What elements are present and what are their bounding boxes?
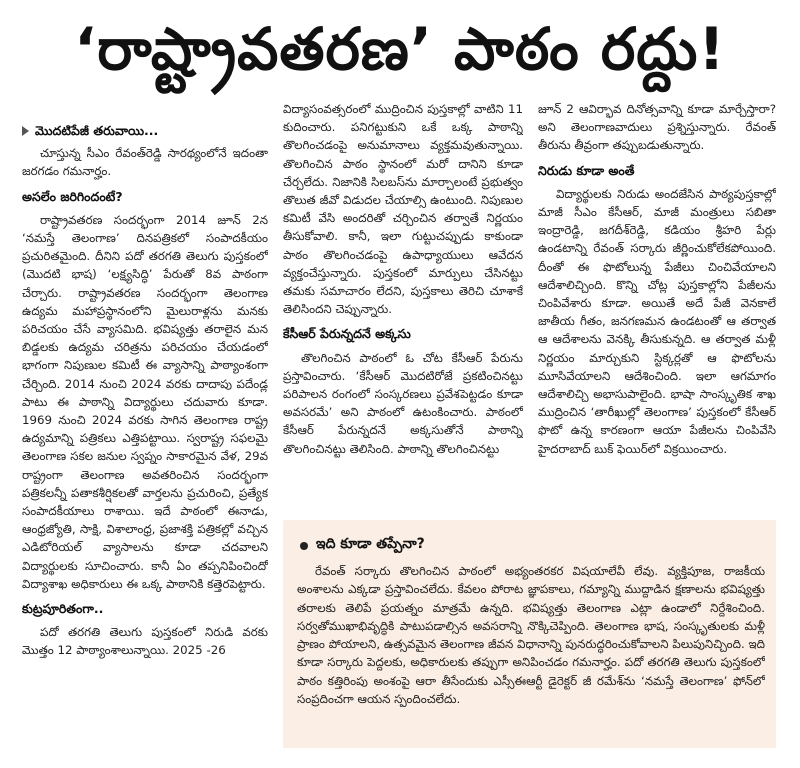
box-title-text: ఇది కూడా తప్పేనా? — [316, 536, 425, 552]
column-1 — [22, 122, 268, 762]
paragraph: విద్యార్థులకు నిరుడు అందజేసిన పాఠ్యపుస్తకాల్లో మాజీ సీఎం కేసీఆర్‌, మాజీ మంత్రులు సబితా ఇంద్రారెడ్డి, జగదీశ్‌రెడ్డి, కడియం శ్రీహరి పేర్లు ఉండటాన్ని రేవంత్‌ సర్కారు జీర్ణించుకోలేకపోయింది. దీంతో ఈ ఫొటోలున్న పేజీలు చించివేయాలని ఆదేశాలిచ్చింది. కొన్ని చోట్ల పుస్తకాల్లోని పేజీలను చింపివేశారు కూడా. అయితే అదే పేజీ వెనకాలే జాతీయ గీతం, జనగణమన ఉండటంతో ఆ తర్వాత ఆ ఆదేశాలను వెనక్కి తీసుకున్నది. ఆ తర్వాత మళ్లీ నిర్ణయం మార్చుకుని స్టిక్కర్లతో ఆ ఫొటోలను మూసివేయాలని ఆదేశించింది. ఇలా ఆగమాగం ఆదేశాలిచ్చి అభాసుపాలైంది. భాషా సాంస్కృతిక శాఖ ముద్రించిన ‘తారీఖుల్లో తెలంగాణ’ పుస్తకంలో కేసీఆర్‌ ఫొటో ఉన్న కారణంగా ఆయా పేజీలను చింపివేసి హైదరాబాద్‌ బుక్‌ ఫెయిర్‌లో విక్రయించారు. — [538, 186, 776, 456]
crumb-label: మొదటిపేజీ తరువాయి... — [35, 123, 159, 138]
continued-from-front-page[interactable] — [22, 122, 268, 140]
subheading-last-year-too: నిరుడు కూడా అంతే — [538, 162, 635, 178]
box-body — [297, 562, 765, 748]
paragraph: రాష్ట్రావతరణ సందర్భంగా 2014 జూన్‌ 2న ‘నమస్తే తెలంగాణ’ దినపత్రికలో సంపాదకీయం ప్రచురితమైంది. దీనిని పదో తరగతి తెలుగు పుస్తకంలో (మొదటి భాష) ‘లక్ష్యసిద్ధి’ పేరుతో 8వ పాఠంగా చేర్చారు. రాష్ట్రావతరణ సందర్భంగా తెలంగాణ ఉద్యమ మహాప్రస్థానంలోని మైలురాళ్లను మనకు పరిచయం చేసే వ్యాసమిది. భవిష్యత్తు తరాలైన మన బిడ్డలకు ఉద్యమ చరిత్రను పరిచయం చేయడంలో భాగంగా నిపుణుల కమిటీ ఈ వ్యాసాన్ని పాఠ్యాంశంగా చేర్చింది. 2014 నుంచి 2024 వరకు దాదాపు పదేండ్ల పాటు ఈ పాఠాన్ని విద్యార్థులు చదువారు కూడా. 1969 నుంచి 2024 వరకు సాగిన తెలంగాణ రాష్ట్ర ఉద్యమాన్ని పత్రికలు ఎత్తిపట్టాయి. స్వరాష్ట్ర సఫలమై తెలంగాణ సకల జనుల స్వప్నం సాకారమైన వేళ, 29వ రాష్ట్రంగా తెలంగాణ అవతరించిన సందర్భంగా పత్రికలన్నీ పతాకశీర్షికలతో వార్తలను ప్రచురించి, ప్రత్యేక సంపాదకీయాలు రాశాయి. ఇదే పాఠంలో ఈనాడు, ఆంధ్రజ్యోతి, సాక్షి, విశాలాంధ్ర, ప్రజాశక్తి పత్రికల్లో వచ్చిన ఎడిటోరియల్‌ వ్యాసాలను కూడా చదవాలని విద్యార్థులకు సూచించారు. కానీ ఏం తప్పనిపించిందో విద్యాశాఖ అధికారులు ఈ ఒక్క పాఠానికి కత్తెరపెట్టారు. — [22, 212, 268, 591]
paragraph: రేవంత్‌ సర్కారు తొలగించిన పాఠంలో అభ్యంతరకర విషయాలేవీ లేవు. వ్యక్తిపూజ, రాజకీయ అంశాలను ఎక్కడా ప్రస్తావించలేదు. కేవలం పోరాట జ్ఞాపకాలు, గమ్యాన్ని ముద్దాడిన క్షణాలను భవిష్యత్తు తరాలకు తెలిపే ప్రయత్నం మాత్రమే ఉన్నది. భవిష్యత్తు తెలంగాణ ఎట్లా ఉండాలో నిర్దేశించింది. సర్వతోముఖాభివృద్ధికి పాటుపడాల్సిన అవసరాన్ని నొక్కిచెప్పింది. తెలంగాణ భాష, సంస్కృతులకు మళ్లీ ప్రాణం పోయాలని, ఉత్సవమైన తెలంగాణ జీవన విధానాన్ని పునరుద్ధరించుకోవాలని పిలుపునిచ్చింది. ఇది కూడా సర్కారు పెద్దలకు, అధికారులకు తప్పుగా అనిపించడం గమనార్హం. పదో తరగతి తెలుగు పుస్తకంలో పాఠం కత్తిరింపు అంశంపై ఆరా తీసేందుకు ఎస్సీఈఆర్టీ డైరెక్టర్‌ జీ రమేశ్‌ను ‘నమస్తే తెలంగాణ’ ఫోన్‌లో సంప్రదించగా ఆయన స్పందించలేదు. — [297, 564, 765, 707]
box-title — [300, 536, 425, 555]
paragraph: తొలగించిన పాఠంలో ఓ చోట కేసీఆర్‌ పేరును ప్రస్తావించారు. ‘కేసీఆర్‌ మొదటిరోజే ప్రకటించినట్టు పరిపాలన రంగంలో సంస్కరణలు ప్రవేశపెట్టడం కూడా అవసరమే’ అని పాఠంలో ఉటంకించారు. పాఠంలో కేసీఆర్‌ పేరున్నదనే అక్కసుతోనే పాఠాన్ని తొలగించినట్టు తెలిసింది. పాఠాన్ని తొలగించినట్టు — [283, 350, 523, 456]
bullet-icon — [300, 542, 308, 550]
paragraph: జూన్‌ 2 ఆవిర్భావ దినోత్సవాన్ని కూడా మార్చేస్తారా? అని తెలంగాణవాదులు ప్రశ్నిస్తున్నారు. రేవంత్‌ తీరును తీవ్రంగా తప్పుబడుతున్నారు. — [538, 102, 776, 153]
subheading-what-happened: అసలేం జరిగిందంటే? — [22, 188, 123, 204]
intro-paragraph: చూస్తున్న సీఎం రేవంత్‌రెడ్డి సారథ్యంలోనే ఇదంతా జరగడం గమనార్హం. — [22, 146, 268, 179]
column-2 — [283, 100, 523, 514]
subheading-conspiracy: కుట్రపూరితంగా.. — [22, 601, 104, 617]
column-3 — [538, 100, 776, 514]
paragraph: పదో తరగతి తెలుగు పుస్తకంలో నిరుడి వరకు మొత్తం 12 పాఠ్యాంశాలున్నాయి. 2025 -26 — [22, 625, 268, 658]
chevron-right-icon — [22, 126, 29, 136]
headline: ‘రాష్ట్రావతరణ’ పాఠం రద్దు! — [74, 15, 726, 83]
paragraph: విద్యాసంవత్సరంలో ముద్రించిన పుస్తకాల్లో వాటిని 11 కుదించారు. పనిగట్టుకుని ఒకే ఒక్క పాఠాన్ని తొలగించడంపై అనుమానాలు వ్యక్తమవుతున్నాయి. తొలగించిన పాఠం స్థానంలో మరో దానిని కూడా చేర్చలేదు. నిజానికి సిలబస్‌ను మార్చాలంటే ప్రభుత్వం తొలుత జీవో విడుదల చేయాల్సి ఉంటుంది. నిపుణుల కమిటీ వేసి అందరితో చర్చించిన తర్వాతే నిర్ణయం తీసుకోవాలి. కానీ, ఇలా గుట్టుచప్పుడు కాకుండా పాఠం తొలగించడంపై ఉపాధ్యాయులు ఆవేదన వ్యక్తంచేస్తున్నారు. పుస్తకంలో మార్పులు చేసినట్టు తమకు సమాచారం లేదని, పుస్తకాలు తెరిచి చూశాకే తెలిసిందని చెప్పున్నారు. — [283, 102, 523, 317]
subheading-kcr-name: కేసీఆర్‌ పేరున్నదనే అక్కసు — [283, 326, 411, 342]
